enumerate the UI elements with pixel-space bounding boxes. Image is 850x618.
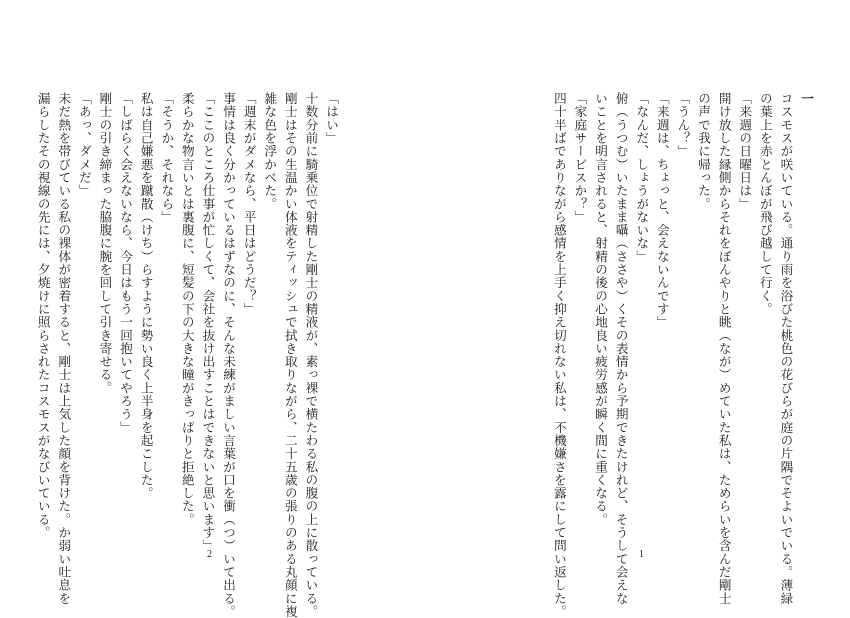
text-line: 漏らしたその視線の先には、夕焼けに照らされたコスモスがなびいている。 [35,92,51,540]
text-line: の声で我に帰った。 [696,92,712,211]
text-line: 俯（うつむ）いたまま囁（ささや）くその表情から予期できたけれど、そうして会えな [613,92,629,605]
text-line: 「週末がダメなら、平日はどうだ？」 [241,92,257,316]
text-line: 剛士はその生温かい体液をティッシュで拭き取りながら、二十五歳の張りのある丸顔に複 [282,92,298,618]
text-line: いことを明言されると、射精の後の心地良い疲労感が瞬く間に重くなる。 [593,92,609,526]
text-line: 十数分前に騎乗位で射精した剛士の精液が、素っ裸で横たわる私の腹の上に散っている。 [303,92,319,618]
text-line: 「しばらく会えないなら、今日はもう一回抱いてやろう」 [118,92,134,434]
text-line: 「はい」 [324,92,339,145]
text-line: 「来週は、ちょっと、会えないんです」 [654,92,670,329]
page-right [425,0,850,618]
text-line: 「そうか、それなら」 [159,92,175,224]
text-line: 剛士の引き締まった脇腹に腕を回して引き寄せる。 [97,92,113,395]
page-2-body [35,92,341,618]
page-number: 2 [207,549,212,560]
chapter-heading: 一 [799,92,814,106]
text-line: 柔らかな物言いとは裏腹に、短髪の下の大きな瞳がきっぱりと拒絶した。 [179,92,195,526]
text-line: 「うん？」 [675,92,691,158]
page-number: 1 [639,549,644,560]
text-line: の葉上を赤とんぼが飛び越して行く。 [757,92,773,316]
page-1-body [524,92,816,618]
text-line: 「なんだ、しょうがないな」 [634,92,650,263]
text-line: 私は自己嫌悪を蹴散（けち）らすように勢い良く上半身を起こした。 [138,92,154,500]
text-line: 四十半ばでありながら感情を上手く抑え切れない私は、不機嫌さを露にして問い返した。 [551,92,567,618]
text-line: 「あっ、ダメだ」 [76,92,92,198]
text-line: 開け放した縁側からそれをぼんやりと眺（なが）めていた私は、ためらいを含んだ剛士 [716,92,732,605]
text-line: 「来週の日曜日は」 [737,92,753,211]
text-line: コスモスが咲いている。通り雨を浴びた桃色の花びらが庭の片隅でそよいでいる。薄緑 [778,92,794,605]
text-line: 未だ熱を帯びている私の裸体が密着すると、剛士は上気した顔を背けた。か弱い吐息を [56,92,72,605]
text-line: 「家庭サービスか？」 [572,92,588,224]
text-line: 事情は良く分かっているはずなのに、そんな未練がましい言葉が口を衝（つ）いて出る。 [221,92,237,618]
text-line: 「ここのところ仕事が忙しくて、会社を抜け出すことはできないと思います」 [200,92,216,553]
text-line: 雑な色を浮かべた。 [262,92,278,211]
